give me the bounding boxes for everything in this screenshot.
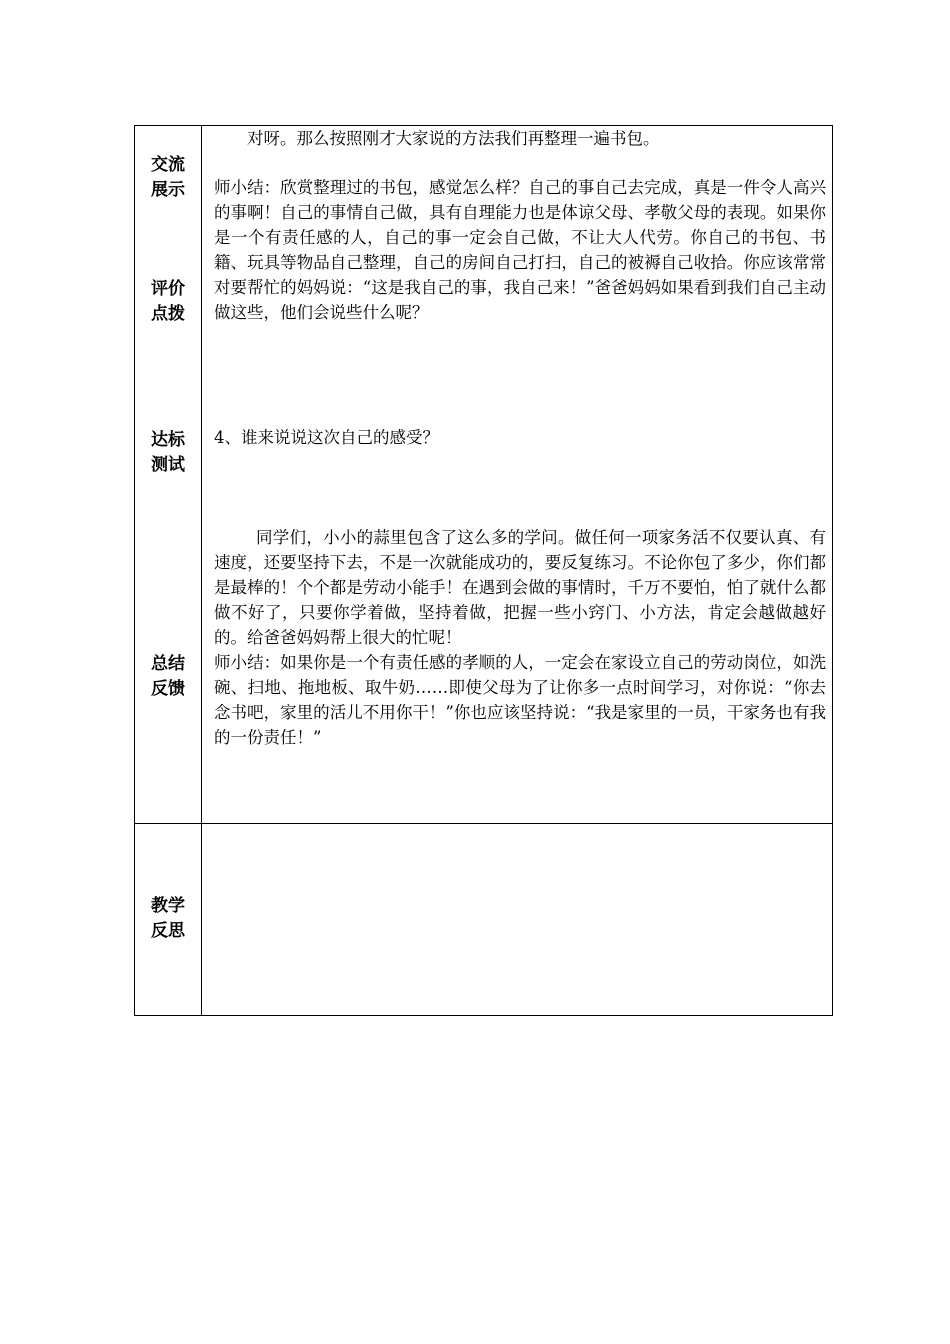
label-standard-test	[135, 428, 201, 478]
label-line: 教学	[151, 896, 185, 916]
label-evaluation-guidance	[135, 277, 201, 327]
paragraph: 对呀。那么按照刚才大家说的方法我们再整理一遍书包。	[247, 129, 660, 148]
label-line: 测试	[151, 455, 185, 475]
summary-paragraph	[214, 525, 826, 650]
teacher-summary-1	[214, 175, 826, 325]
label-summary-feedback	[135, 652, 201, 702]
paragraph: 师小结：如果你是一个有责任感的孝顺的人，一定会在家设立自己的劳动岗位，如洗碗、扫地、拖地板、取牛奶……即使父母为了让你多一点时间学习，对你说：“你去念书吧，家里的活儿不用你干！”你也应该坚持说：“我是家里的一员，干家务也有我的一份责任！”	[214, 653, 826, 747]
exchange-intro-text	[214, 126, 826, 151]
label-line: 展示	[151, 180, 185, 200]
label-line: 点拨	[151, 304, 185, 324]
label-exchange-display	[135, 153, 201, 203]
paragraph: 4、谁来说说这次自己的感受？	[214, 428, 439, 447]
column-divider	[201, 126, 202, 1015]
row-divider	[135, 823, 832, 824]
paragraph: 同学们，小小的蒜里包含了这么多的学问。做任何一项家务活不仅要认真、有速度，还要坚持下去，不是一次就能成功的，要反复练习。不论你包了多少，你们都是最棒的！个个都是劳动小能手！在遇到会做的事情时，千万不要怕，怕了就什么都做不好了，只要你学着做，坚持着做，把握一些小窍门、小方法，肯定会越做越好的。给爸爸妈妈帮上很大的忙呢！	[214, 528, 826, 647]
paragraph: 师小结：欣赏整理过的书包，感觉怎么样？自己的事自己去完成，真是一件令人高兴的事啊！自己的事情自己做，具有自理能力也是体谅父母、孝敬父母的表现。如果你是一个有责任感的人，自己的事一定会自己做，不让大人代劳。你自己的书包、书籍、玩具等物品自己整理，自己的房间自己打扫，自己的被褥自己收拾。你应该常常对要帮忙的妈妈说：“这是我自己的事，我自己来！”爸爸妈妈如果看到我们自己主动做这些，他们会说些什么呢？	[214, 178, 826, 322]
label-teaching-reflection	[135, 894, 201, 944]
label-line: 交流	[151, 155, 185, 175]
lesson-plan-table	[134, 125, 833, 1016]
teacher-summary-2	[214, 650, 826, 750]
label-line: 达标	[151, 430, 185, 450]
test-question	[214, 425, 826, 450]
label-line: 反思	[151, 921, 185, 941]
label-line: 反馈	[151, 679, 185, 699]
label-line: 评价	[151, 279, 185, 299]
label-line: 总结	[151, 654, 185, 674]
